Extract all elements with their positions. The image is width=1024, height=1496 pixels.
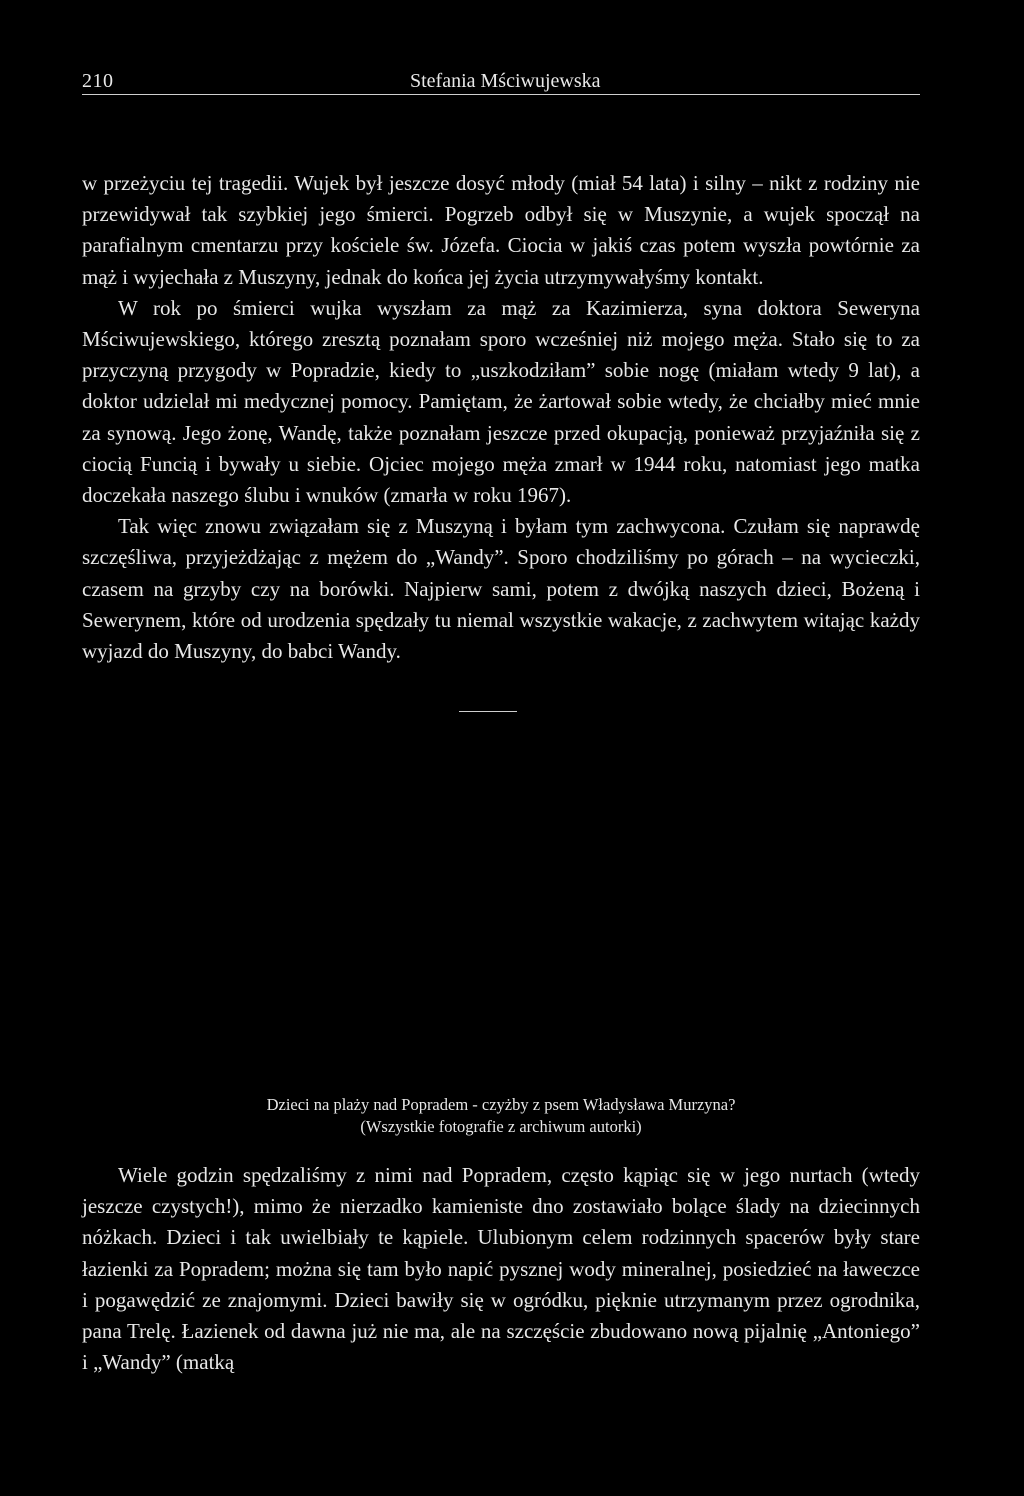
paragraph: Tak więc znowu związałam się z Muszyną i byłam tym zachwycona. Czułam się naprawdę szczęśliwa, przyjeżdżając z mężem do „Wandy”. Sporo chodziliśmy po górach – na wycieczki, czasem na grzyby czy na borówki. Najpierw sami, potem z dwójką naszych dzieci, Bożeną i Sewerynem, które od urodzenia spędzały tu niemal wszystkie wakacje, z zachwytem witając każdy wyjazd do Muszyny, do babci Wandy. [82, 514, 920, 664]
caption-line: (Wszystkie fotografie z archiwum autorki) [360, 1117, 642, 1136]
page-number: 210 [82, 70, 114, 92]
paragraph: Wiele godzin spędzaliśmy z nimi nad Popradem, często kąpiąc się w jego nurtach (wtedy jeszcze czystych!), mimo że nierzadko kamieniste dno zostawiało bolące ślady na dziecinnych nóżkach. Dzieci i tak uwielbiały te kąpiele. Ulubionym celem rodzinnych spacerów były stare łazienki za Popradem; można się tam było napić pysznej wody mineralnej, posiedzieć na ławeczce i pogawędzić ze znajomymi. Dzieci bawiły się w ogródku, pięknie utrzymanym przez ogrodnika, pana Trelę. Łazienek od dawna już nie ma, ale na szczęście zbudowano nową pijalnię „Antoniego” i „Wandy” (matką [82, 1163, 920, 1375]
paragraph: W rok po śmierci wujka wyszłam za mąż za Kazimierza, syna doktora Seweryna Mściwujewskiego, którego zresztą poznałam sporo wcześniej niż mojego męża. Stało się to za przyczyną przygody w Popradzie, kiedy to „uszkodziłam” sobie nogę (miałam wtedy 9 lat), a doktor udzielał mi medycznej pomocy. Pamiętam, że żartował sobie wtedy, że chciałby mieć mnie za synową. Jego żonę, Wandę, także poznałam jeszcze przed okupacją, ponieważ przyjaźniła się z ciocią Funcią i bywały u siebie. Ojciec mojego męża zmarł w 1944 roku, natomiast jego matka doczekała naszego ślubu i wnuków (zmarła w roku 1967). [82, 295, 920, 508]
body-text-lower [82, 1160, 920, 1378]
caption-line: Dzieci na plaży nad Popradem - czyżby z psem Władysława Murzyna? [266, 1095, 736, 1114]
paragraph: w przeżyciu tej tragedii. Wujek był jeszcze dosyć młody (miał 54 lata) i silny – nikt z rodziny nie przewidywał tak szybkiej jego śmierci. Pogrzeb odbył się w Muszynie, a wujek spoczął na parafialnym cmentarzu przy kościele św. Józefa. Ciocia w jakiś czas potem wyszła powtórnie za mąż i wyjechała z Muszyny, jednak do końca jej życia utrzymywałyśmy kontakt. [82, 171, 920, 289]
running-header [82, 66, 920, 95]
running-head-author: Stefania Mściwujewska [410, 70, 601, 92]
photo-caption [82, 1094, 920, 1138]
section-divider [459, 711, 517, 712]
body-text-upper [82, 168, 920, 667]
